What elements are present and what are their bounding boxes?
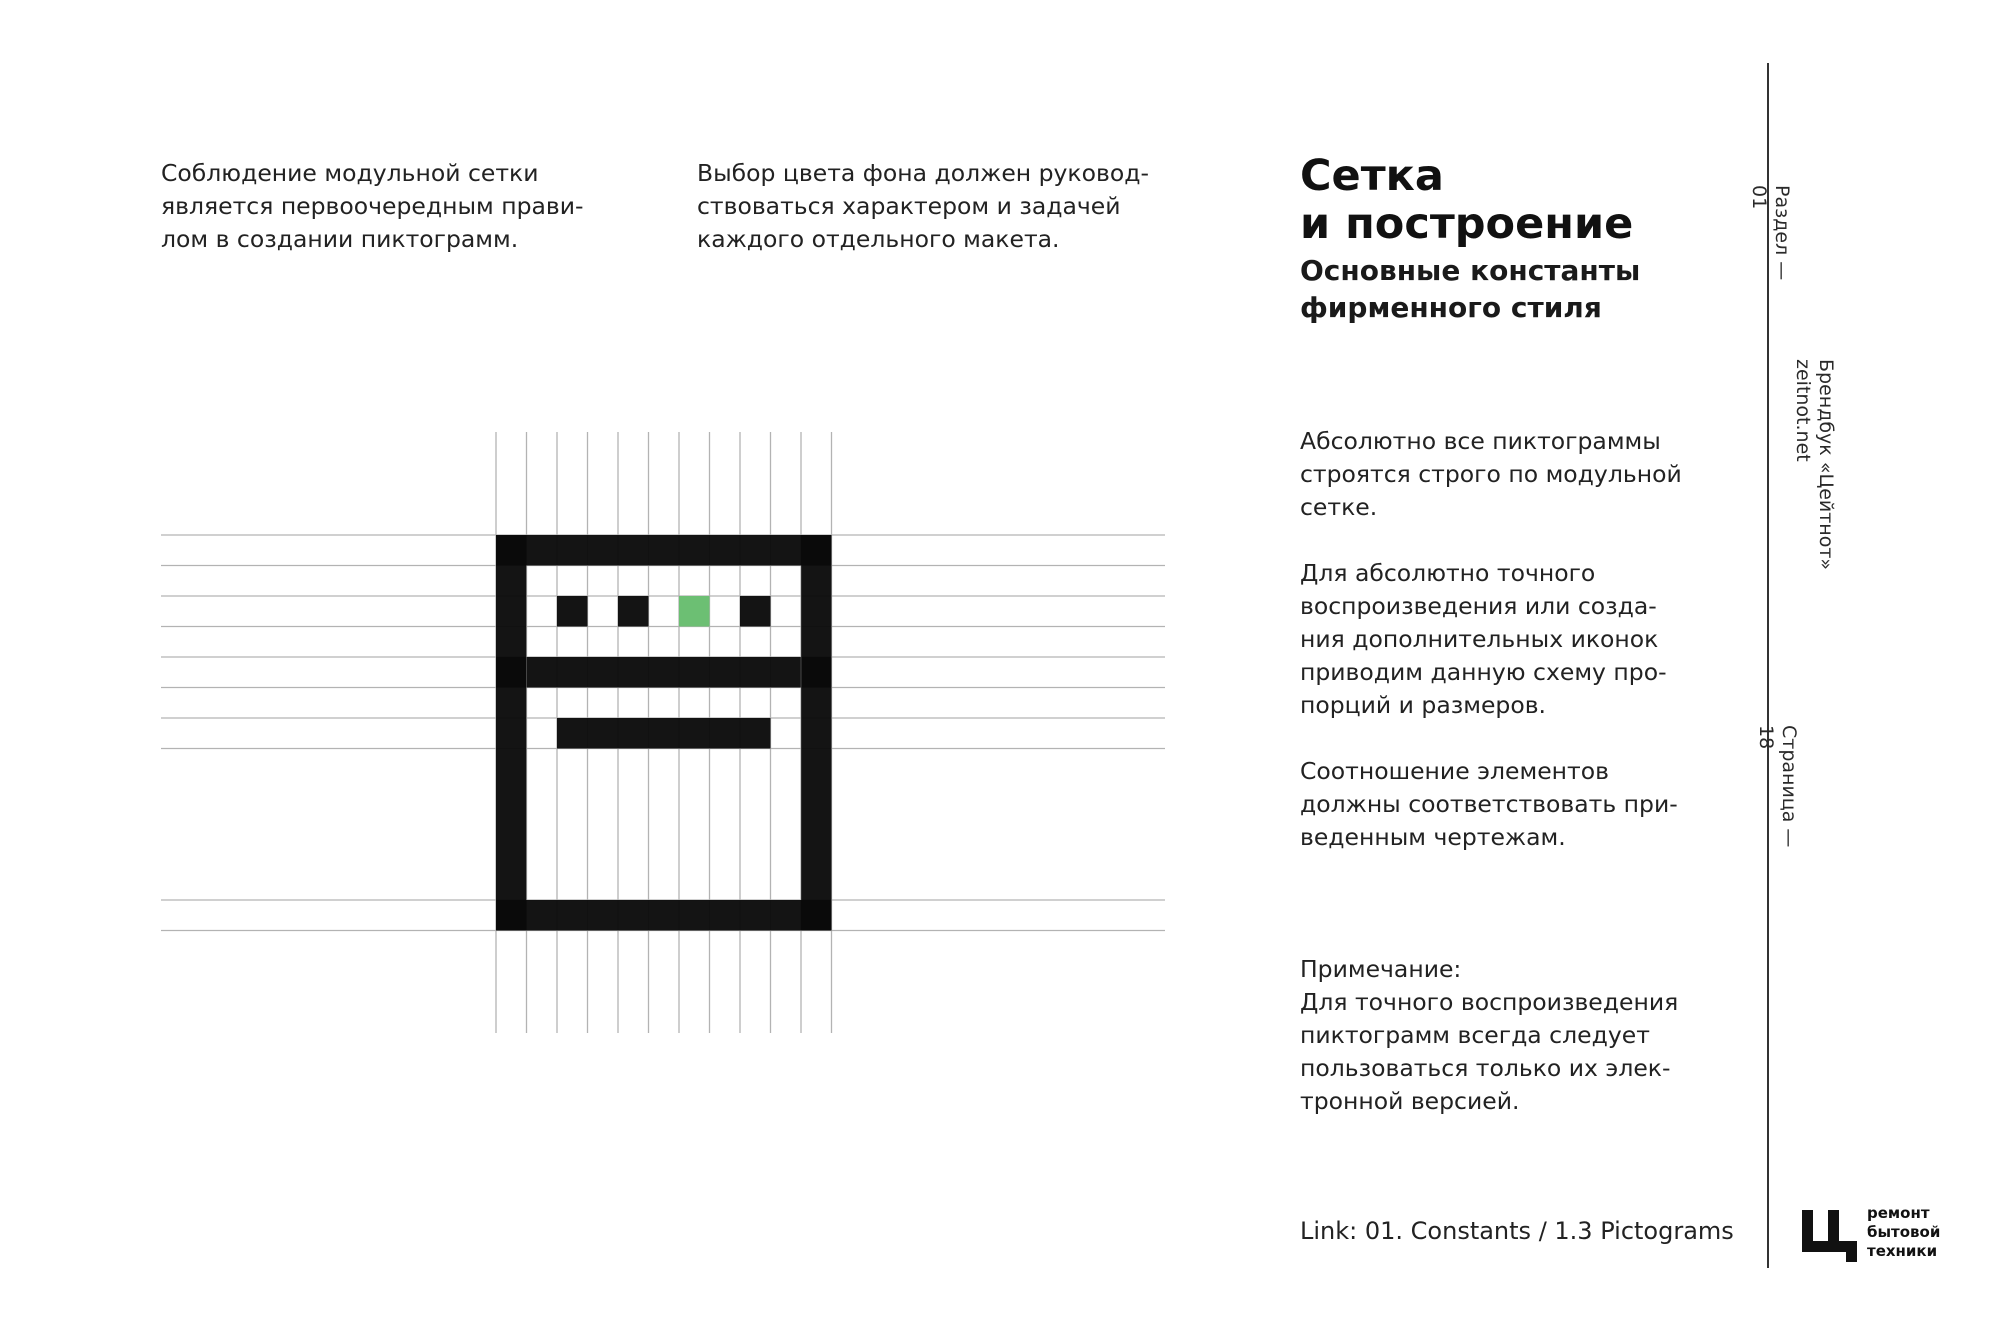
- pictogram-grid-diagram: [0, 0, 1200, 1100]
- logo-text: ремонт бытовой техники: [1867, 1204, 1941, 1260]
- stove-pictogram: [496, 535, 832, 931]
- note-text: Для точного воспроизведения пиктограмм всегда следует пользоваться только их элек- тронной версией.: [1300, 988, 1679, 1115]
- body-paragraph-3: Соотношение элементов должны соответствовать при- веденным чертежам.: [1300, 757, 1678, 851]
- note-title: Примечание:: [1300, 955, 1462, 983]
- stove-frame-bottom: [496, 900, 832, 931]
- stove-knob-4: [740, 596, 771, 627]
- brandbook-label: Брендбук «Цейтнот» zeitnot.net: [1792, 359, 1837, 571]
- stove-frame-right: [801, 535, 832, 931]
- stove-panel-divider: [496, 657, 832, 688]
- stove-knob-1: [557, 596, 588, 627]
- reference-link: Link: 01. Constants / 1.3 Pictograms: [1300, 1217, 1734, 1245]
- body-paragraph-1: Абсолютно все пиктограммы строятся строго по модульной сетке.: [1300, 427, 1682, 521]
- stove-knob-3-accent: [679, 596, 710, 627]
- body-paragraph-2: Для абсолютно точного воспроизведения или созда- ния дополнительных иконок приводим данную схему про- порций и размеров.: [1300, 559, 1667, 719]
- brand-logo: [1800, 1204, 2000, 1274]
- intro-text-grid-rule: Соблюдение модульной сетки является первоочередным прави- лом в создании пиктограмм.: [161, 159, 584, 253]
- stove-frame-top: [496, 535, 832, 566]
- stove-handle: [557, 718, 771, 749]
- page-subtitle: Основные константы фирменного стиля: [1300, 254, 1641, 324]
- stove-frame-left: [496, 535, 527, 931]
- stove-knob-2: [618, 596, 649, 627]
- intro-text-background-color: Выбор цвета фона должен руковод- ствоваться характером и задачей каждого отдельного макета.: [697, 159, 1149, 253]
- page-title: Сетка и построение: [1300, 151, 1634, 249]
- section-label: Раздел — 01: [1748, 185, 1793, 281]
- zeitnot-logo-icon: [1800, 1204, 1860, 1274]
- page-number-label: Страница — 18: [1755, 725, 1800, 848]
